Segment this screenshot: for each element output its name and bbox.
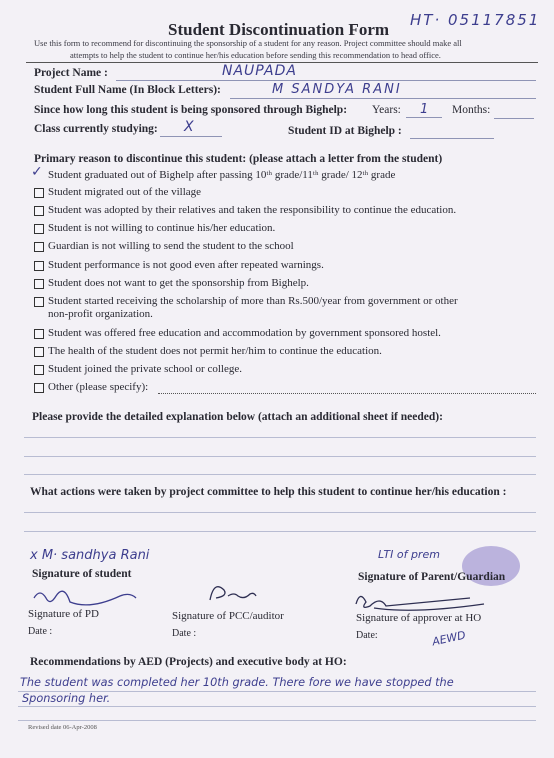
explanation-label: Please provide the detailed explanation below (attach an additional sheet if needed): (32, 411, 443, 423)
checkbox[interactable] (34, 261, 44, 271)
reason-heading: Primary reason to discontinue this student: (please attach a letter from the student) (34, 153, 443, 165)
pcc-date-label: Date : (172, 628, 197, 639)
approver-signature-label: Signature of approver at HO (356, 612, 482, 624)
months-label: Months: (452, 104, 491, 116)
intro-line-2: attempts to help the student to continue her/his education before sending this recommendation to head office. (70, 50, 441, 60)
years-label: Years: (372, 104, 401, 116)
reason-label: The health of the student does not permit her/him to continue the education. (48, 345, 382, 357)
writing-line (24, 512, 536, 513)
project-name-value[interactable]: NAUPADA (222, 63, 297, 79)
student-id-line (410, 138, 494, 139)
checkbox[interactable] (34, 279, 44, 289)
recommendation-line-1: The student was completed her 10th grade. There fore we have stopped the (20, 676, 454, 689)
reason-label: Other (please specify): (48, 381, 149, 393)
reason-label: Student joined the private school or college. (48, 363, 242, 375)
form-title: Student Discontinuation Form (168, 20, 390, 39)
writing-line (24, 474, 536, 475)
pcc-signature-label: Signature of PCC/auditor (172, 610, 284, 622)
class-label: Class currently studying: (34, 123, 158, 135)
writing-line (24, 456, 536, 457)
years-value[interactable]: 1 (420, 102, 429, 117)
pd-signature-label: Signature of PD (28, 608, 99, 620)
student-signature-label: Signature of student (32, 568, 132, 580)
reason-label: Student was offered free education and accommodation by government sponsored hostel. (48, 327, 441, 339)
checkbox[interactable] (34, 206, 44, 216)
class-line (160, 136, 222, 137)
approver-initials: AEWD (431, 628, 467, 649)
checkmark-icon: ✓ (31, 164, 43, 180)
recommendation-line-2: Sponsoring her. (22, 692, 111, 705)
checkbox[interactable] (34, 365, 44, 375)
pd-date-label: Date : (28, 626, 53, 637)
reason-label: Student performance is not good even after repeated warnings. (48, 259, 324, 271)
parent-signature: LTI of prem (378, 548, 440, 561)
other-specify-line[interactable] (158, 393, 536, 394)
checkbox[interactable] (34, 347, 44, 357)
project-name-line (116, 80, 536, 81)
class-value[interactable]: X (184, 119, 194, 135)
project-name-label: Project Name : (34, 67, 108, 79)
parent-signature-label: Signature of Parent/Guardian (358, 571, 506, 583)
revised-date: Revised date 06-Apr-2008 (28, 724, 97, 731)
writing-line (24, 437, 536, 438)
handwritten-id: HT· 05117851 (410, 11, 541, 29)
reason-label-continued: non-profit organization. (48, 308, 153, 320)
checkbox[interactable] (34, 224, 44, 234)
reason-label: Student migrated out of the village (48, 186, 202, 198)
checkbox[interactable] (34, 383, 44, 393)
checkbox[interactable] (34, 242, 44, 252)
recommendations-label: Recommendations by AED (Projects) and executive body at HO: (30, 656, 347, 668)
checkbox[interactable] (34, 329, 44, 339)
checkbox[interactable] (34, 297, 44, 307)
student-signature: x M· sandhya Rani (30, 548, 150, 563)
reason-label: Student is not willing to continue his/her education. (48, 222, 276, 234)
writing-line (18, 720, 536, 721)
writing-line (18, 706, 536, 707)
pcc-signature-icon (204, 578, 264, 608)
intro-line-1: Use this form to recommend for discontinuing the sponsorship of a student for any reason. Project committee should make all (34, 38, 462, 48)
actions-label: What actions were taken by project committee to help this student to continue her/his education : (30, 486, 507, 498)
student-id-label: Student ID at Bighelp : (288, 125, 402, 137)
writing-line (24, 531, 536, 532)
reason-label: Guardian is not willing to send the student to the school (48, 240, 294, 252)
reason-label: Student graduated out of Bighelp after passing 10ᵗʰ grade/11ᵗʰ grade/ 12ᵗʰ grade (48, 169, 396, 181)
full-name-label: Student Full Name (In Block Letters): (34, 84, 221, 96)
reason-label: Student started receiving the scholarship of more than Rs.500/year from government or other (48, 295, 458, 307)
full-name-line (230, 98, 536, 99)
years-line (406, 117, 442, 118)
months-line (494, 118, 534, 119)
approver-date-label: Date: (356, 630, 378, 641)
full-name-value[interactable]: M SANDYA RANI (272, 82, 402, 97)
sponsored-since-label: Since how long this student is being sponsored through Bighelp: (34, 104, 348, 116)
reason-label: Student does not want to get the sponsorship from Bighelp. (48, 277, 309, 289)
checkbox[interactable] (34, 188, 44, 198)
reason-label: Student was adopted by their relatives and taken the responsibility to continue the education. (48, 204, 457, 216)
